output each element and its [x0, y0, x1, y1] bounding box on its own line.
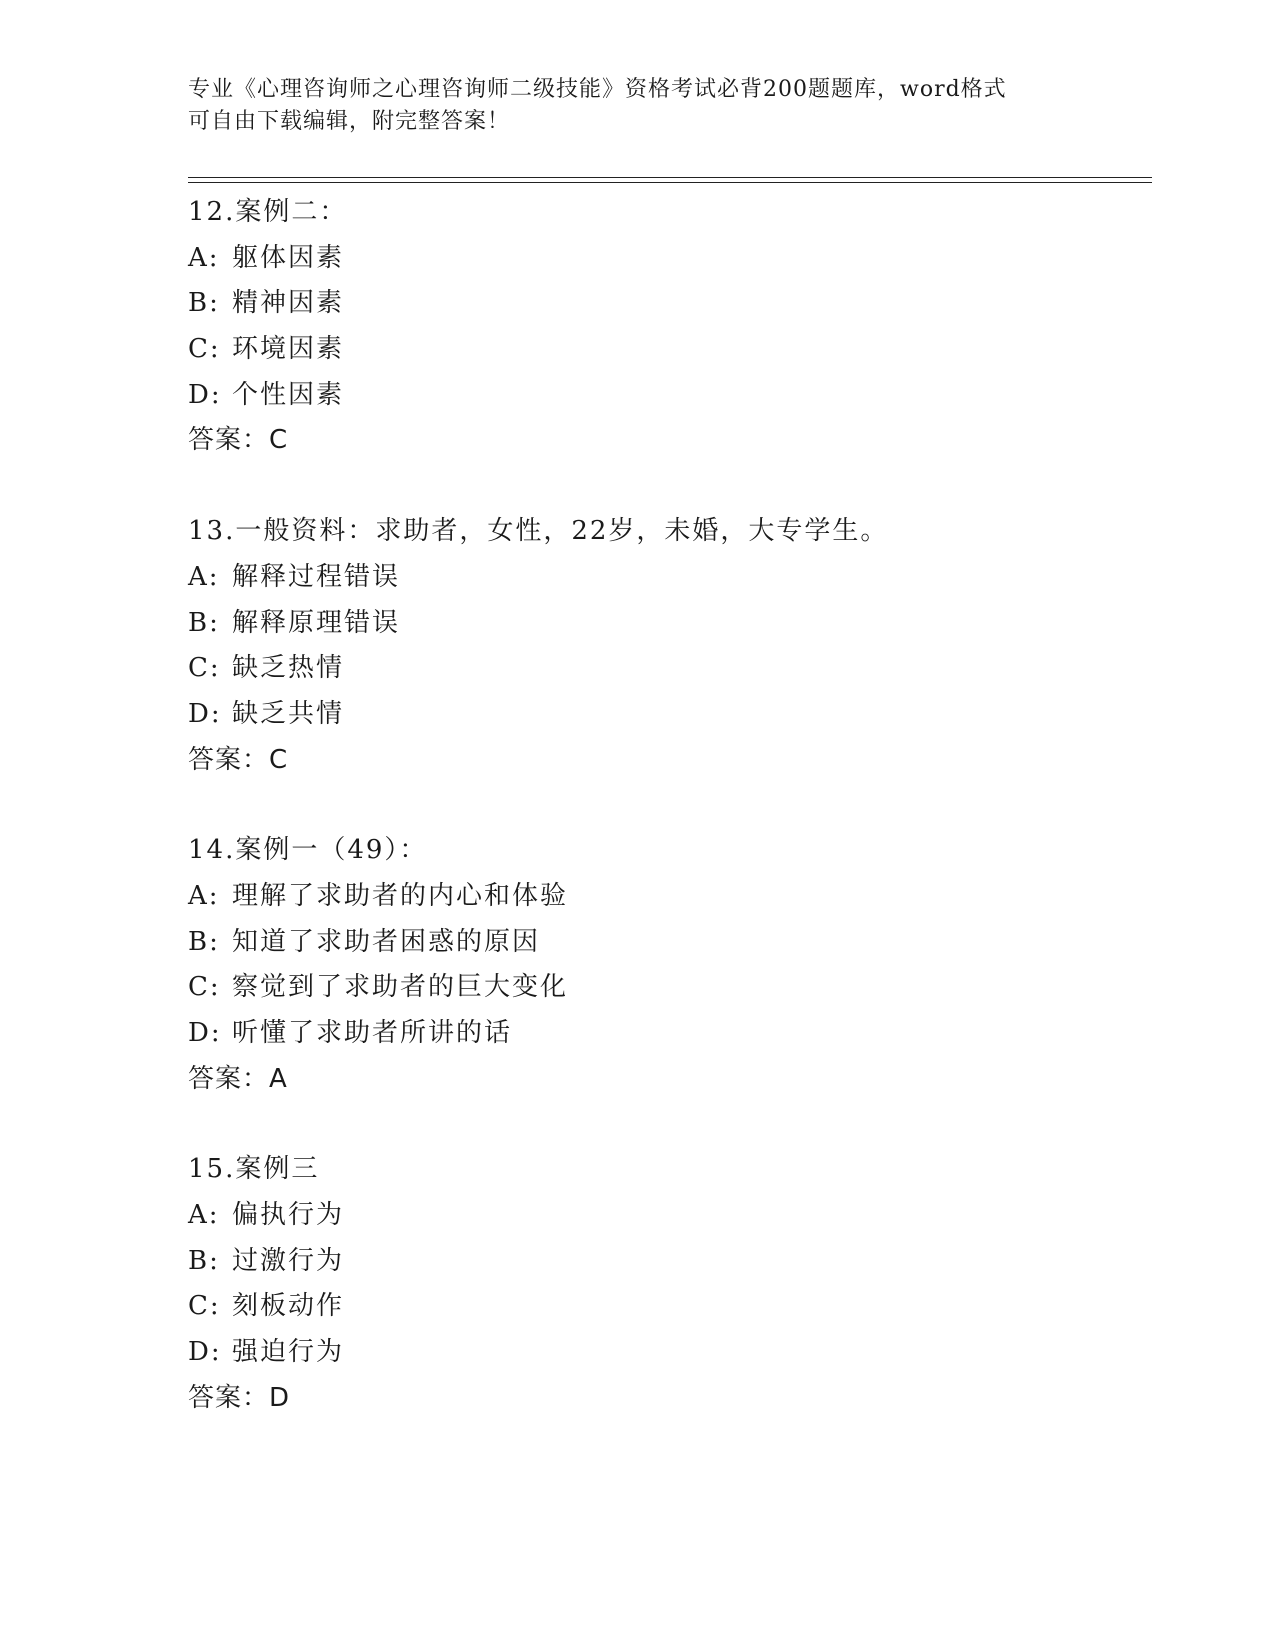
option-d: [188, 692, 1148, 738]
question-stem: 15.案例三: [188, 1154, 320, 1185]
option-text: 听懂了求助者所讲的话: [232, 1018, 513, 1048]
option-d: [188, 1011, 1148, 1057]
header-divider-top: [188, 177, 1152, 178]
option-text: 知道了求助者困惑的原因: [232, 926, 541, 957]
option-letter: C:: [188, 1291, 221, 1322]
option-a: [188, 236, 1148, 282]
option-text: 环境因素: [232, 334, 345, 365]
question-stem: 13.一般资料：求助者，女性，22岁，未婚，大专学生。: [188, 516, 889, 547]
option-text: 过激行为: [232, 1245, 345, 1276]
option-c: [188, 646, 1148, 692]
question-14: [188, 828, 1148, 1102]
option-letter: C:: [188, 334, 221, 365]
option-text: 躯体因素: [232, 242, 345, 273]
question-list: [188, 190, 1148, 1422]
option-text: 个性因素: [232, 379, 345, 410]
option-text: 刻板动作: [232, 1291, 345, 1322]
option-letter: C:: [188, 972, 221, 1003]
question-13: [188, 509, 1148, 783]
option-c: [188, 327, 1148, 373]
question-stem: 12.案例二：: [188, 197, 348, 227]
option-text: 解释原理错误: [232, 607, 401, 638]
header-divider-bottom: [188, 182, 1152, 183]
answer-line: 答案：C: [188, 744, 289, 775]
document-header: [188, 74, 1088, 138]
option-letter: D:: [188, 698, 222, 729]
option-letter: B:: [188, 1245, 220, 1276]
option-c: [188, 965, 1148, 1011]
header-line-1: 专业《心理咨询师之心理咨询师二级技能》资格考试必背200题题库，word格式: [188, 77, 1007, 102]
option-text: 理解了求助者的内心和体验: [232, 880, 569, 911]
question-stem: 14.案例一（49）：: [188, 835, 428, 866]
option-b: [188, 1239, 1148, 1285]
option-c: [188, 1284, 1148, 1330]
option-text: 缺乏共情: [232, 698, 345, 729]
header-line-2: 可自由下载编辑，附完整答案！: [188, 109, 511, 134]
answer-line: 答案：D: [188, 1382, 291, 1413]
answer-line: 答案：C: [188, 425, 289, 456]
option-text: 察觉到了求助者的巨大变化: [232, 972, 569, 1003]
option-b: [188, 281, 1148, 327]
option-letter: B:: [188, 607, 220, 638]
option-b: [188, 920, 1148, 966]
option-a: [188, 555, 1148, 601]
option-letter: B:: [188, 926, 220, 957]
option-d: [188, 1330, 1148, 1376]
option-letter: B:: [188, 288, 220, 319]
option-letter: D:: [188, 1018, 222, 1048]
option-letter: A:: [188, 561, 220, 592]
option-text: 缺乏热情: [232, 653, 345, 684]
question-12: [188, 190, 1148, 464]
answer-line: 答案：A: [188, 1063, 288, 1094]
option-letter: A:: [188, 1200, 220, 1231]
option-text: 偏执行为: [232, 1200, 345, 1231]
option-d: [188, 373, 1148, 419]
option-a: [188, 1193, 1148, 1239]
option-letter: D:: [188, 379, 222, 410]
option-letter: C:: [188, 653, 221, 684]
option-text: 强迫行为: [232, 1337, 345, 1368]
option-text: 精神因素: [232, 288, 345, 319]
option-letter: A:: [188, 880, 220, 911]
option-letter: D:: [188, 1337, 222, 1368]
option-a: [188, 874, 1148, 920]
option-text: 解释过程错误: [232, 561, 401, 592]
option-letter: A:: [188, 242, 220, 273]
option-b: [188, 601, 1148, 647]
question-15: [188, 1147, 1148, 1421]
